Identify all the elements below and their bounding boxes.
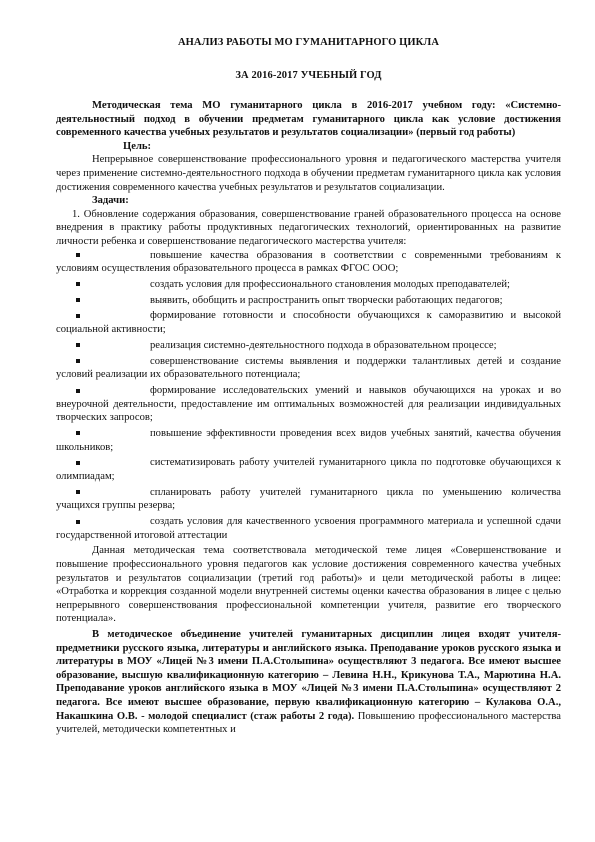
bullet-icon <box>76 520 80 524</box>
staff-text-continued: Повышению профессионального мастерства учителей, методически компетентных и <box>56 710 561 736</box>
list-item: повышение эффективности проведения всех видов учебных занятий, качества обучения школьников; <box>56 427 561 453</box>
bullet-icon <box>76 343 80 347</box>
paragraph-theme-correspondence: Данная методическая тема соответствовала методической теме лицея «Совершенствование и повышение профессионального уровня педагогов как условие достижения современного качества учебных результатов и результатов социализации (третий год работы)» и цели методической работы в лицее: «Отработка и коррекция созданной модели внутренней системы оценки качества образования в лицее с целью непрерывного совершенствования профессиональной компетенции учителя, развитие его творческого потенциала». <box>56 545 561 625</box>
paragraph-staff <box>56 628 561 737</box>
document-subtitle: ЗА 2016-2017 УЧЕБНЫЙ ГОД <box>235 70 382 81</box>
list-item: формирование готовности и способности обучающихся к саморазвитию и высокой социальной активности; <box>56 310 561 336</box>
bullet-icon <box>76 282 80 286</box>
list-item: создать условия для качественного усвоения программного материала и успешной сдачи государственной итоговой аттестации <box>56 516 561 541</box>
list-item: спланировать работу учителей гуманитарного цикла по уменьшению количества учащихся группы резерва; <box>56 486 561 512</box>
list-item: реализация системно-деятельностного подхода в образовательном процессе; <box>56 339 561 353</box>
task-1: 1. Обновление содержания образования, совершенствование граней образовательного процесса на основе внедрения в практику работы продуктивных педагогических технологий, ориентированных на развитие личности ребенка и совершенствование педагогического мастерства учителя: <box>56 208 561 247</box>
bullet-icon <box>76 389 80 393</box>
methodical-theme: Методическая тема МО гуманитарного цикла в 2016-2017 учебном году: «Системно-деятельностный подход в обучении предметам гуманитарного цикла как условие достижения современного качества учебных результатов и результатов социализации» (первый год работы) <box>56 100 561 139</box>
goal-label: Цель: <box>123 140 152 152</box>
bullet-icon <box>76 298 80 302</box>
bullet-icon <box>76 359 80 363</box>
document-title: АНАЛИЗ РАБОТЫ МО ГУМАНИТАРНОГО ЦИКЛА <box>177 37 439 48</box>
list-item: совершенствование системы выявления и поддержки талантливых детей и создание условий реализации их образовательного потенциала; <box>56 355 561 381</box>
bullet-icon <box>76 253 80 257</box>
bullet-icon <box>76 314 80 318</box>
list-item: систематизировать работу учителей гуманитарного цикла по подготовке обучающихся к олимпиадам; <box>56 457 561 482</box>
list-item: формирование исследовательских умений и навыков обучающихся на уроках и во внеурочной деятельности, предоставление им оптимальных возможностей для реализации индивидуальных творческих запросов; <box>56 385 561 424</box>
tasks-label: Задачи: <box>92 195 129 207</box>
list-item: выявить, обобщить и распространить опыт творчески работающих педагогов; <box>56 294 561 308</box>
bullet-icon <box>76 431 80 435</box>
staff-text-bold: В методическое объединение учителей гуманитарных дисциплин лицея входят учителя-предметники русского языка, литературы и английского языка. Преподавание уроков русского языка и литературы в МОУ «Лицей №3 имени П.А.Столыпина» осуществляют 3 педагога. Все имеют высшее образование, высшую квалификационную категорию – Левина Н.Н., Крикунова Т.А., Марютина Н.А. Преподавание уроков английского языка в МОУ «Лицей №3 имени П.А.Столыпина» осуществляют 2 педагога. Все имеют высшее образование, первую квалификационную категорию – Кулакова О.А., Накашкина О.В. - молодой специалист (стаж работы 2 года). <box>56 629 561 722</box>
bullet-icon <box>76 461 80 465</box>
list-item: создать условия для профессионального становления молодых преподавателей; <box>56 278 561 292</box>
list-item: повышение качества образования в соответствии с современными требованиям к условиям осуществления образовательного процесса в рамках ФГОС ООО; <box>56 249 561 275</box>
goal-text: Непрерывное совершенствование профессионального уровня и педагогического мастерства учителя через применение системно-деятельностного подхода в обучении предметам гуманитарного цикла как условия достижения современного качества учебных результатов и результатов социализации. <box>56 154 561 193</box>
task-bullet-list <box>56 249 561 543</box>
bullet-icon <box>76 490 80 494</box>
